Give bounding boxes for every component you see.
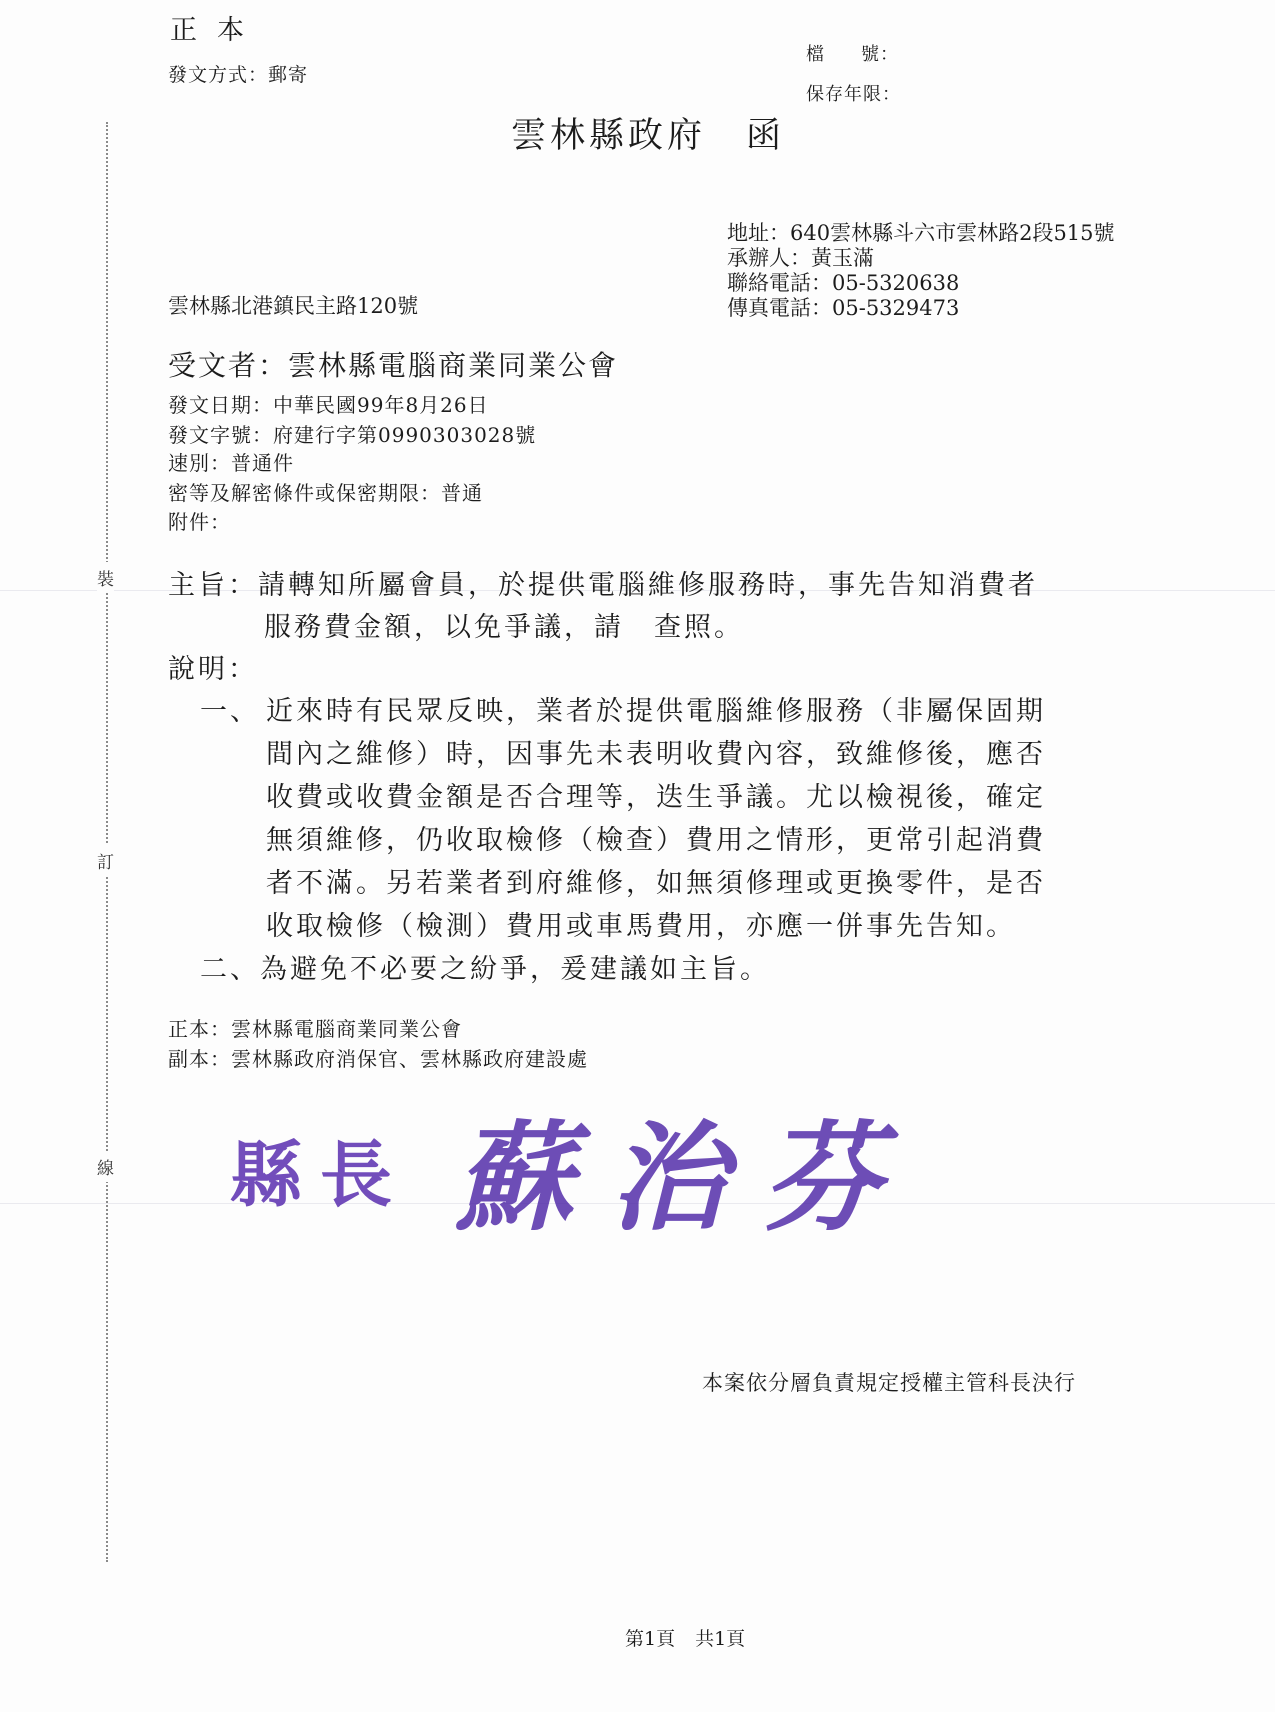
copy-mark: 正本	[170, 15, 264, 46]
item-2: 二、為避免不必要之紛爭，爰建議如主旨。	[200, 954, 770, 985]
item-1-line: 近來時有民眾反映，業者於提供電腦維修服務（非屬保固期	[266, 696, 1046, 727]
title-type: 函	[746, 116, 786, 156]
stamp-signature-name: 蘇治芬	[455, 1108, 918, 1247]
subject-line-2: 服務費金額，以免爭議，請 查照。	[264, 612, 744, 643]
binding-char-zhuang: 裝	[97, 562, 114, 593]
contact-address: 地址：640雲林縣斗六市雲林路2段515號	[727, 221, 1115, 245]
secrecy-level: 密等及解密條件或保密期限：普通	[168, 481, 483, 505]
recipient-name: 受文者：雲林縣電腦商業同業公會	[168, 349, 619, 382]
contact-phone: 聯絡電話：05-5320638	[727, 271, 960, 295]
send-method: 發文方式：郵寄	[168, 64, 309, 86]
title-org: 雲林縣政府	[511, 116, 707, 156]
binding-char-ding: 訂	[97, 845, 114, 876]
binding-char-xian: 線	[97, 1151, 114, 1182]
speed-class: 速別：普通件	[168, 451, 294, 475]
item-1-line: 間內之維修）時，因事先未表明收費內容，致維修後，應否	[266, 739, 1046, 770]
page-label: 第1頁	[625, 1628, 676, 1650]
issue-date: 發文日期：中華民國99年8月26日	[168, 393, 489, 417]
recipient-address: 雲林縣北港鎮民主路120號	[168, 294, 419, 318]
item-1-line: 收取檢修（檢測）費用或車馬費用，亦應一併事先告知。	[266, 911, 1016, 942]
contact-fax: 傳真電話：05-5329473	[727, 296, 960, 320]
contact-handler: 承辦人：黃玉滿	[727, 246, 874, 270]
signature-stamp	[220, 1075, 940, 1265]
original-copy-recipient: 正本：雲林縣電腦商業同業公會	[168, 1017, 462, 1041]
subject-line-1: 主旨：請轉知所屬會員，於提供電腦維修服務時，事先告知消費者	[168, 570, 1038, 601]
explanation-heading: 說明：	[168, 654, 258, 685]
archive-number-label	[806, 40, 899, 66]
item-1-line: 收費或收費金額是否合理等，迭生爭議。尤以檢視後，確定	[266, 782, 1046, 813]
item-1-line: 者不滿。另若業者到府維修，如無須修理或更換零件，是否	[266, 868, 1046, 899]
binding-line	[106, 122, 108, 1562]
total-pages-label: 共1頁	[695, 1628, 746, 1650]
stamp-title: 縣長	[230, 1132, 411, 1217]
carbon-copy-recipients: 副本：雲林縣政府消保官、雲林縣政府建設處	[168, 1047, 588, 1071]
item-1-number: 一、	[200, 696, 260, 727]
archive-label-2: 號：	[861, 44, 899, 65]
page-number	[625, 1624, 745, 1651]
delegation-authority-note: 本案依分層負責規定授權主管科長決行	[702, 1371, 1076, 1395]
archive-label-1: 檔	[806, 44, 825, 65]
attachment-label: 附件：	[168, 510, 231, 534]
document-title	[511, 108, 785, 158]
retention-period-label: 保存年限：	[806, 84, 901, 105]
document-number: 發文字號：府建行字第0990303028號	[168, 423, 537, 447]
item-1-line: 無須維修，仍收取檢修（檢查）費用之情形，更常引起消費	[266, 825, 1046, 856]
